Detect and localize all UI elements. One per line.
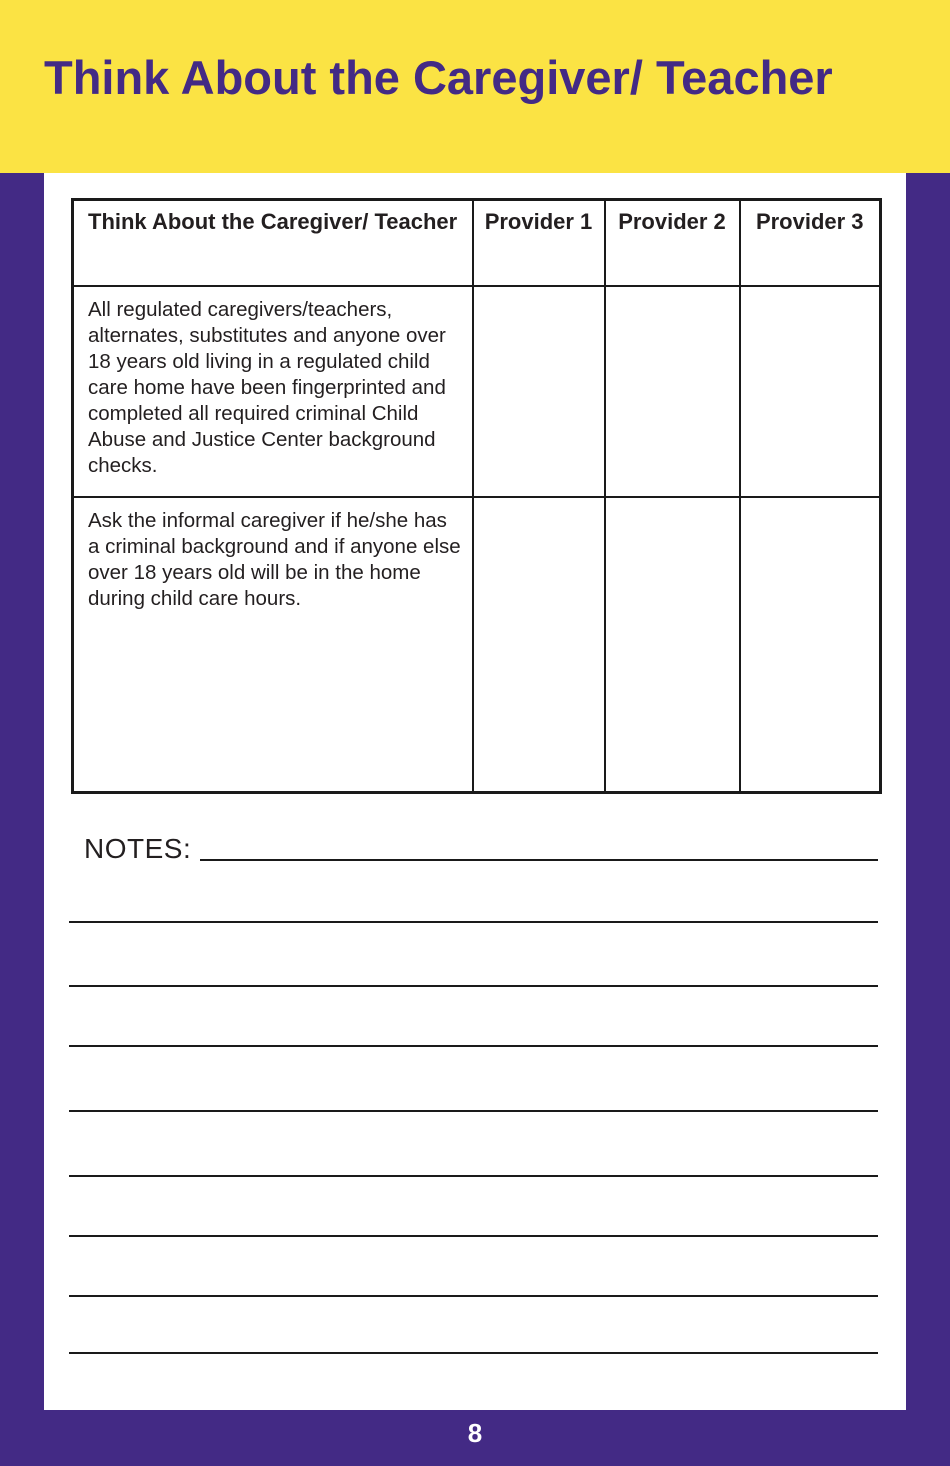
notes-line[interactable] [69, 985, 878, 987]
provider-1-answer-cell[interactable] [473, 497, 605, 793]
question-cell: All regulated caregivers/teachers, alternates, substitutes and anyone over 18 years old living in a regulated child care home have been fingerprinted and completed all required criminal Child Abuse and Justice Center background checks. [73, 286, 473, 497]
header-band [0, 0, 950, 173]
table-header-row [73, 200, 881, 286]
notes-label: NOTES: [84, 833, 192, 864]
provider-3-answer-cell[interactable] [740, 286, 881, 497]
page-title: Think About the Caregiver/ Teacher [44, 51, 833, 104]
provider-2-answer-cell[interactable] [605, 286, 740, 497]
column-header-provider-1: Provider 1 [473, 200, 605, 286]
notes-line[interactable] [69, 921, 878, 923]
notes-line[interactable] [69, 1110, 878, 1112]
notes-line[interactable] [69, 1295, 878, 1297]
column-header-provider-3: Provider 3 [740, 200, 881, 286]
provider-checklist-table [71, 198, 882, 794]
column-header-provider-2: Provider 2 [605, 200, 740, 286]
page-number: 8 [467, 1418, 483, 1448]
content-card [44, 173, 906, 1410]
question-cell: Ask the informal caregiver if he/she has a criminal background and if anyone else over 18 years old will be in the home during child care hours. [73, 497, 473, 793]
notes-line[interactable] [200, 859, 878, 861]
notes-line[interactable] [69, 1235, 878, 1237]
notes-line[interactable] [69, 1045, 878, 1047]
column-header-question: Think About the Caregiver/ Teacher [73, 200, 473, 286]
provider-3-answer-cell[interactable] [740, 497, 881, 793]
notes-line[interactable] [69, 1175, 878, 1177]
table-row [73, 286, 881, 497]
provider-1-answer-cell[interactable] [473, 286, 605, 497]
notes-line[interactable] [69, 1352, 878, 1354]
table-row [73, 497, 881, 793]
provider-2-answer-cell[interactable] [605, 497, 740, 793]
